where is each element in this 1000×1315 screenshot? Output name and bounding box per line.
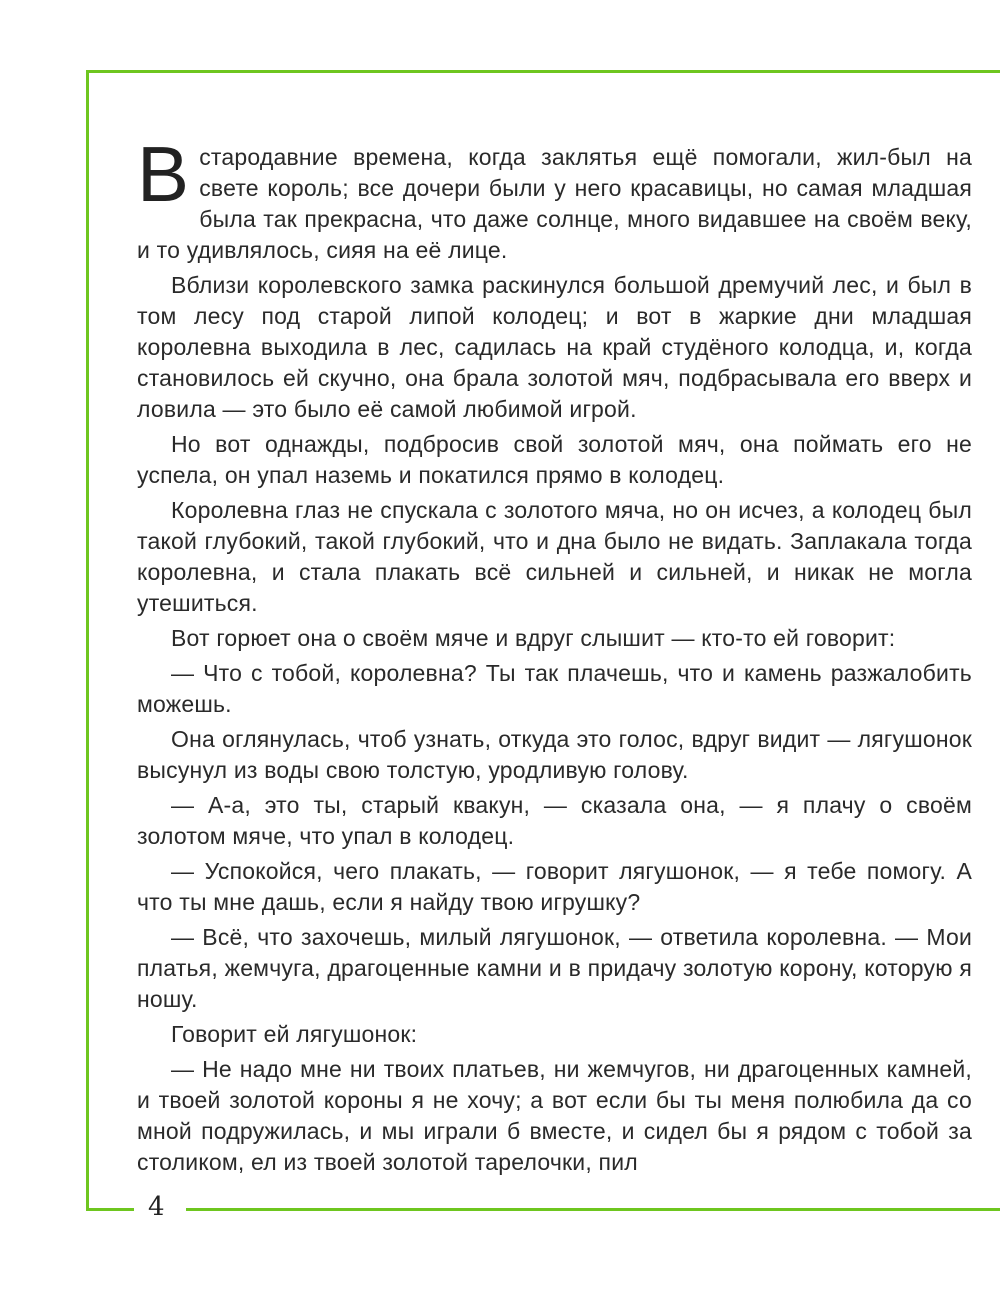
paragraph-11: Говорит ей лягушонок: [171, 1021, 418, 1047]
paragraph-6: — Что с тобой, королевна? Ты так плачешь, что и камень разжалобить можешь. [137, 660, 972, 717]
story-text [137, 130, 972, 1182]
frame-top-border [86, 70, 1000, 73]
frame-bottom-border-left [86, 1208, 134, 1211]
frame-bottom-border-right [186, 1208, 1000, 1211]
paragraph-12: — Не надо мне ни твоих платьев, ни жемчугов, ни драгоценных камней, и твоей золотой короны я не хочу; а вот если бы ты меня полюбила да со мной подружилась, и мы играли б вместе, и сидел бы я рядом с тобой за столиком, ел из твоей золотой тарелочки, пил [137, 1056, 972, 1175]
drop-cap: В [137, 130, 190, 218]
paragraph-10: — Всё, что захочешь, милый лягушонок, — ответила королевна. — Мои платья, жемчуга, драгоценные камни и в придачу золотую корону, которую я ношу. [137, 924, 972, 1012]
paragraph-9: — Успокойся, чего плакать, — говорит лягушонок, — я тебе помогу. А что ты мне дашь, если я найду твою игрушку? [137, 858, 972, 915]
paragraph-4: Королевна глаз не спускала с золотого мяча, но он исчез, а колодец был такой глубокий, такой глубокий, что и дна было не видать. Заплакала тогда королевна, и стала плакать всё сильней и сильней, и никак не могла утешиться. [137, 497, 972, 616]
paragraph-5: Вот горюет она о своём мяче и вдруг слышит — кто-то ей говорит: [171, 625, 896, 651]
frame-left-border [86, 70, 89, 1211]
paragraph-7: Она оглянулась, чтоб узнать, откуда это голос, вдруг видит — лягушонок высунул из воды свою толстую, уродливую голову. [137, 726, 972, 783]
page-number: 4 [148, 1192, 165, 1222]
paragraph-1: В стародавние времена, когда заклятья ещё помогали, жил-был на свете король; все дочери были у него красавицы, но самая младшая была так прекрасна, что даже солнце, много видавшее на своём веку, и то удивлялось, сияя на её лице. [137, 130, 972, 263]
paragraph-2: Вблизи королевского замка раскинулся большой дремучий лес, и был в том лесу под старой липой колодец; и вот в жаркие дни младшая королевна выходила в лес, садилась на край студёного колодца, и, когда становилось ей скучно, она брала золотой мяч, подбрасывала его вверх и ловила — это было её самой любимой игрой. [137, 272, 972, 422]
paragraph-8: — А-а, это ты, старый квакун, — сказала она, — я плачу о своём золотом мяче, что упал в колодец. [137, 792, 972, 849]
paragraph-3: Но вот однажды, подбросив свой золотой мяч, она поймать его не успела, он упал наземь и покатился прямо в колодец. [137, 431, 972, 488]
